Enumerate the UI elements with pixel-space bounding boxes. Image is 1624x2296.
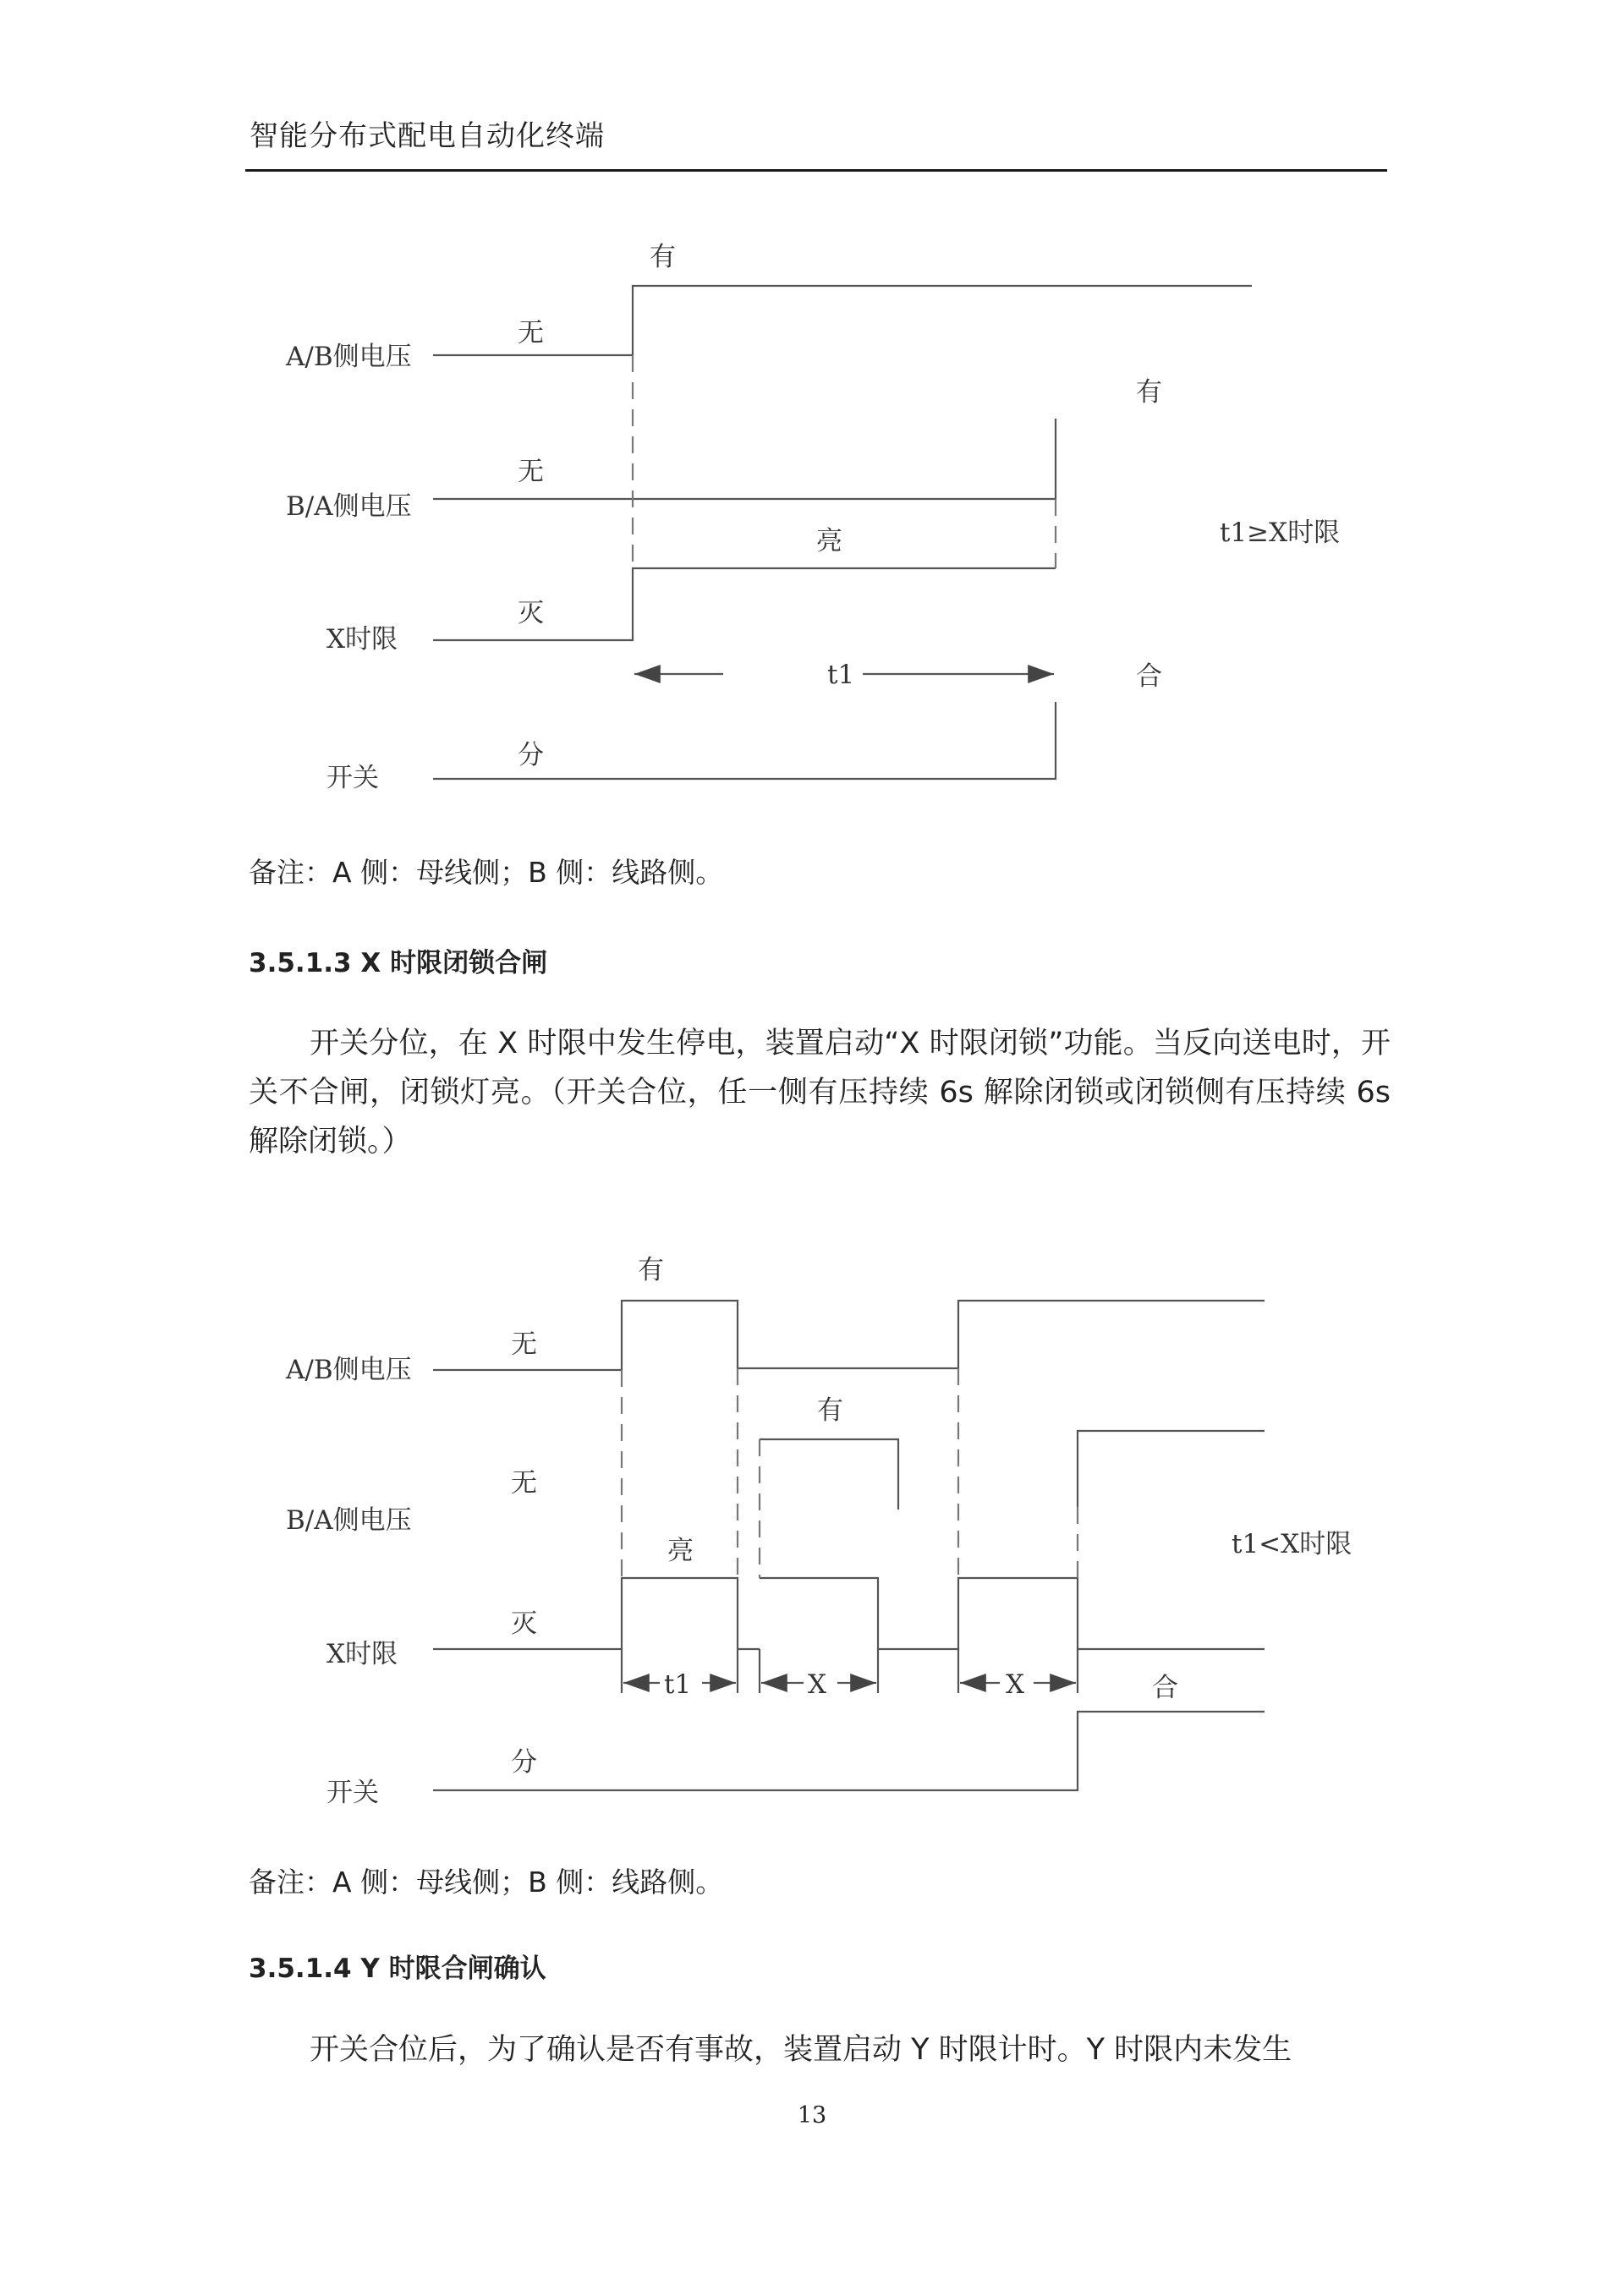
d2-interval-x2: X bbox=[1006, 1669, 1025, 1700]
section-heading-3-5-1-3: 3.5.1.3 X 时限闭锁合闸 bbox=[249, 948, 548, 978]
d2-x-timer-wave-2 bbox=[760, 1578, 1265, 1649]
d2-interval-x1: X bbox=[808, 1669, 827, 1700]
section-paragraph-3-5-1-3: 开关分位，在 X 时限中发生停电，装置启动“X 时限闭锁”功能。当反向送电时，开关不合闸，闭锁灯亮。（开关合位，任一侧有压持续 6s 解除闭锁或闭锁侧有压持续 6s 解除闭锁。） bbox=[249, 1027, 1391, 1159]
running-header-title: 智能分布式配电自动化终端 bbox=[250, 119, 605, 153]
d1-label-ab: A/B侧电压 bbox=[286, 342, 412, 372]
d1-state-sw-on: 合 bbox=[1136, 661, 1162, 692]
d2-label-ab: A/B侧电压 bbox=[286, 1355, 412, 1385]
d2-label-switch: 开关 bbox=[326, 1778, 379, 1808]
d1-state-ab-low: 无 bbox=[518, 318, 544, 348]
diagram2-note: 备注：A 侧：母线侧；B 侧：线路侧。 bbox=[249, 1866, 724, 1899]
d1-state-x-on: 亮 bbox=[816, 526, 842, 556]
d1-label-switch: 开关 bbox=[326, 763, 379, 793]
d2-state-sw-off: 分 bbox=[511, 1747, 537, 1778]
d2-ab-voltage-wave bbox=[433, 1301, 1265, 1370]
d1-state-ba-low: 无 bbox=[518, 457, 544, 487]
d1-label-x: X时限 bbox=[326, 624, 398, 655]
page-number: 13 bbox=[797, 2102, 827, 2129]
d1-state-ab-high: 有 bbox=[650, 242, 676, 272]
d1-ab-voltage-wave bbox=[433, 286, 1252, 355]
section-paragraph-3-5-1-4: 开关合位后，为了确认是否有事故，装置启动 Y 时限计时。Y 时限内未发生 bbox=[310, 2033, 1292, 2067]
d2-switch-wave bbox=[433, 1712, 1265, 1790]
d2-label-x: X时限 bbox=[326, 1639, 398, 1669]
timing-diagram-2 bbox=[433, 1301, 1265, 1790]
d2-label-ba: B/A侧电压 bbox=[286, 1505, 412, 1536]
diagram1-note: 备注：A 侧：母线侧；B 侧：线路侧。 bbox=[249, 856, 724, 889]
d2-state-x-on: 亮 bbox=[667, 1536, 694, 1566]
d2-state-x-off: 灭 bbox=[511, 1608, 537, 1639]
d2-ba-voltage-wave bbox=[760, 1439, 898, 1510]
d1-label-ba: B/A侧电压 bbox=[286, 491, 412, 522]
d1-condition: t1≥X时限 bbox=[1220, 518, 1341, 548]
d1-interval-t1: t1 bbox=[827, 660, 855, 690]
d2-state-ab-high: 有 bbox=[638, 1255, 664, 1285]
d2-interval-t1: t1 bbox=[664, 1669, 692, 1700]
d2-x-timer-wave bbox=[433, 1578, 760, 1649]
timing-diagram-1 bbox=[433, 286, 1252, 779]
d2-condition: t1<X时限 bbox=[1232, 1529, 1352, 1559]
d2-state-ab-low: 无 bbox=[511, 1329, 537, 1360]
d2-state-ba-high: 有 bbox=[817, 1395, 843, 1426]
section-heading-3-5-1-4: 3.5.1.4 Y 时限合闸确认 bbox=[249, 1954, 546, 1984]
d1-state-x-off: 灭 bbox=[518, 598, 544, 628]
d2-state-ba-low: 无 bbox=[511, 1468, 537, 1499]
d1-state-sw-off: 分 bbox=[518, 740, 544, 770]
d1-state-ba-high: 有 bbox=[1136, 377, 1162, 408]
d2-state-sw-on: 合 bbox=[1152, 1673, 1178, 1703]
d2-ba-voltage-wave-2 bbox=[1078, 1431, 1265, 1507]
